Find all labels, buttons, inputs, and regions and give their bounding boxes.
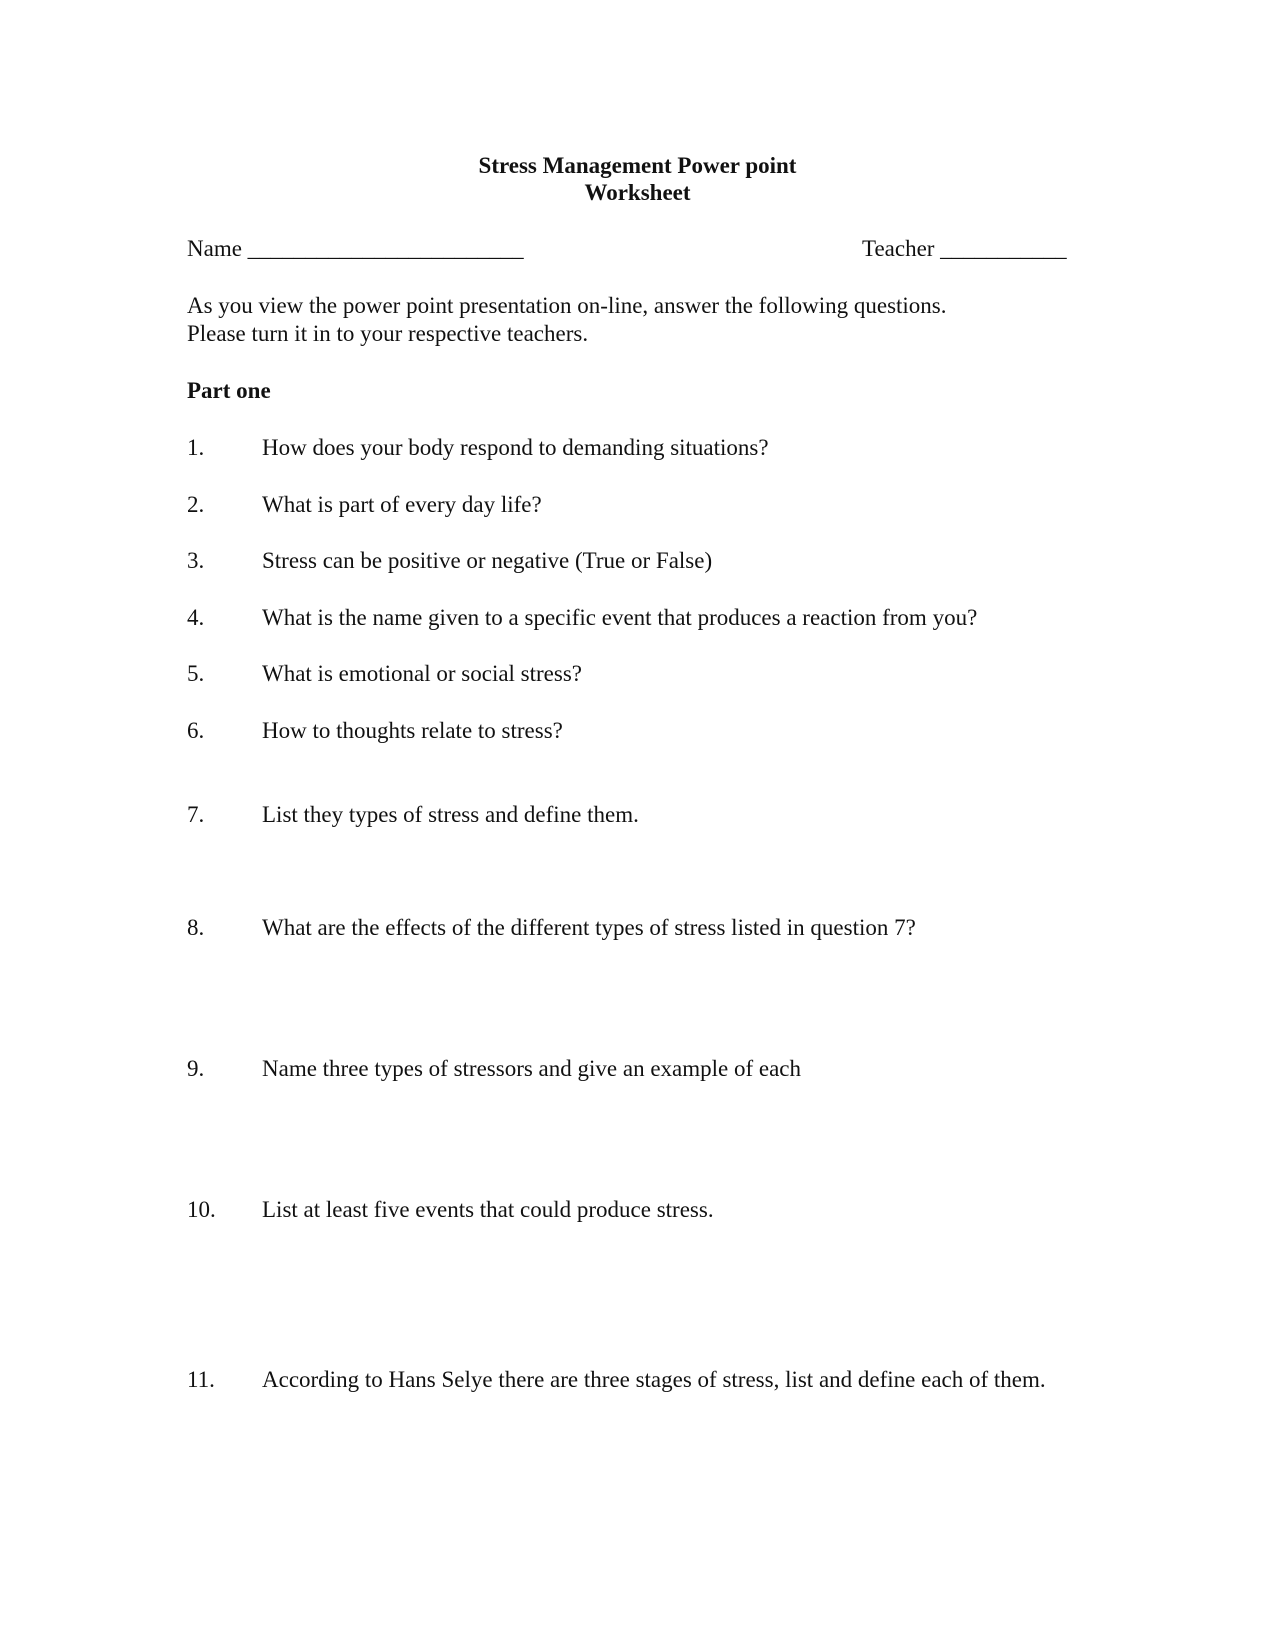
name-field-label: Name ________________________ <box>187 236 524 261</box>
question-text: How does your body respond to demanding situations? <box>262 435 769 460</box>
question-number: 9. <box>187 1056 205 1081</box>
document-title: Stress Management Power point <box>478 153 797 178</box>
document-subtitle: Worksheet <box>584 180 691 205</box>
question-number: 3. <box>187 548 205 573</box>
question-text: What is emotional or social stress? <box>262 661 583 686</box>
question-text: How to thoughts relate to stress? <box>262 718 563 743</box>
section-heading: Part one <box>187 378 271 403</box>
question-number: 11. <box>187 1367 215 1392</box>
question-number: 5. <box>187 661 205 686</box>
question-number: 7. <box>187 802 205 827</box>
question-number: 8. <box>187 915 205 940</box>
question-text: What is part of every day life? <box>262 492 542 517</box>
question-text: Name three types of stressors and give an example of each <box>262 1056 802 1081</box>
question-text: List they types of stress and define them. <box>262 802 639 827</box>
question-text: What is the name given to a specific event that produces a reaction from you? <box>262 605 978 630</box>
instructions-line-2: Please turn it in to your respective teachers. <box>187 321 589 346</box>
question-number: 10. <box>187 1197 216 1222</box>
instructions-line-1: As you view the power point presentation on-line, answer the following questions. <box>187 293 947 318</box>
teacher-field-label: Teacher ___________ <box>862 236 1067 261</box>
question-text: List at least five events that could produce stress. <box>262 1197 714 1222</box>
question-text: Stress can be positive or negative (True or False) <box>262 548 713 573</box>
question-number: 4. <box>187 605 205 630</box>
question-number: 6. <box>187 718 205 743</box>
question-text: According to Hans Selye there are three stages of stress, list and define each of them. <box>262 1367 1046 1392</box>
question-text: What are the effects of the different types of stress listed in question 7? <box>262 915 916 940</box>
question-number: 2. <box>187 492 205 517</box>
question-number: 1. <box>187 435 205 460</box>
